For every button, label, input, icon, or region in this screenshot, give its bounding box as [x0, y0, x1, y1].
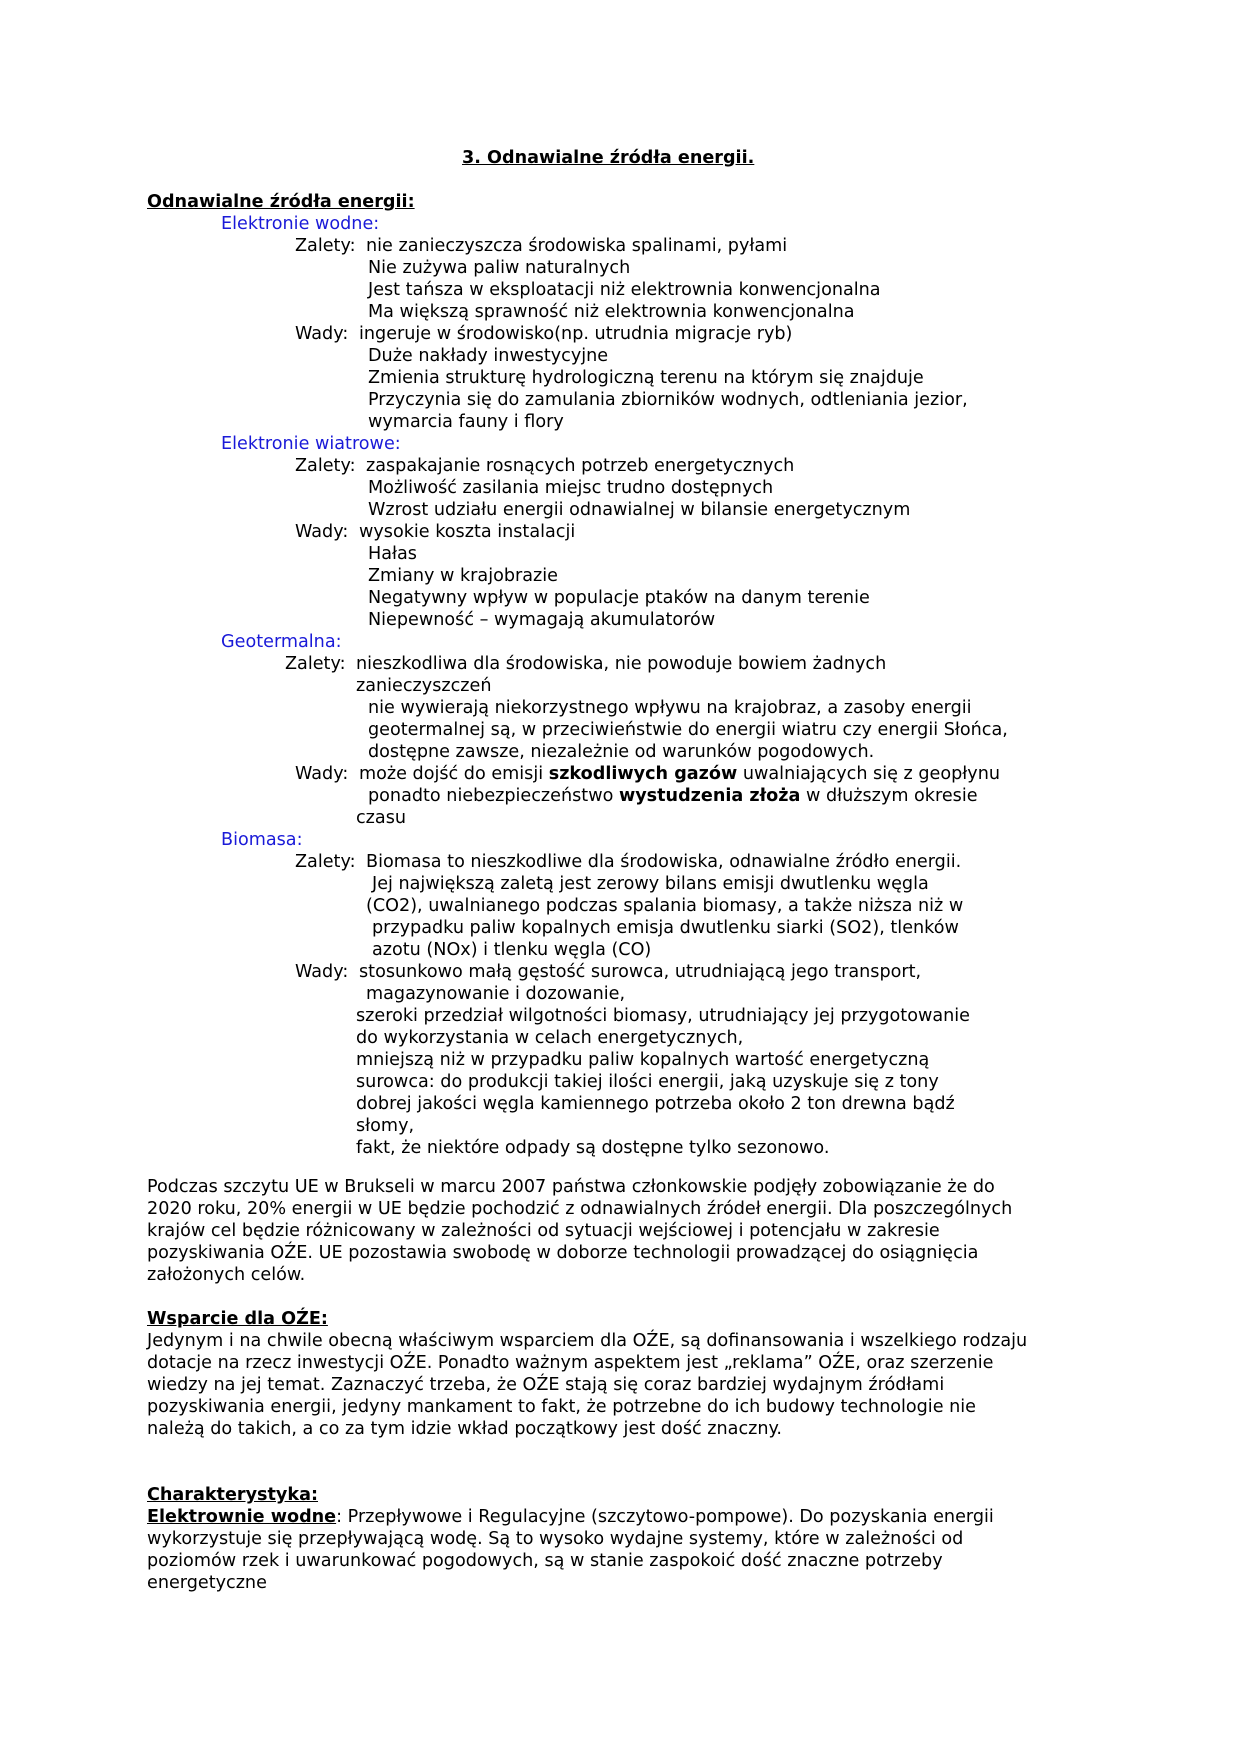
hydro-pro-item: nie zanieczyszcza środowiska spalinami, pyłami — [366, 236, 788, 256]
geo-con-text: ponadto niebezpieczeństwo — [368, 786, 619, 806]
bio-pro-item: Jej największą zaletą jest zerowy bilans emisji dwutlenku węgla — [372, 874, 929, 894]
characteristics-text: : Przepływowe i Regulacyjne (szczytowo-pompowe). Do pozyskania energii — [336, 1507, 994, 1527]
wind-con-item: Zmiany w krajobrazie — [368, 566, 558, 586]
geo-con-emphasis: szkodliwych gazów — [548, 764, 738, 784]
paragraph-eu-line: pozyskiwania OŹE. UE pozostawia swobodę w doborze technologii prowadzącej do osiągnięcia — [147, 1243, 979, 1263]
paragraph-eu-line: 2020 roku, 20% energii w UE będzie pochodzić z odnawialnych źródeł energii. Dla poszczególnych — [147, 1199, 1013, 1219]
support-line: należą do takich, a co za tym idzie wkład początkowy jest dość znaczny. — [147, 1419, 783, 1439]
section-heading-renewables: Odnawialne źródła energii: — [147, 192, 415, 212]
geo-con-item: czasu — [356, 808, 407, 828]
geo-pro-item: nieszkodliwa dla środowiska, nie powoduje bowiem żadnych — [356, 654, 887, 674]
subsection-title-wind: Elektronie wiatrowe: — [221, 434, 401, 454]
wind-con-item: Negatywny wpływ w populacje ptaków na danym terenie — [368, 588, 870, 608]
hydro-con-item: wymarcia fauny i flory — [368, 412, 564, 432]
bio-con-item: fakt, że niektóre odpady są dostępne tylko sezonowo. — [356, 1138, 830, 1158]
support-line: dotacje na rzecz inwestycji OŹE. Ponadto ważnym aspektem jest „reklama” OŹE, oraz szerzenie — [147, 1353, 994, 1373]
bio-pro-item: azotu (NOx) i tlenku węgla (CO) — [372, 940, 652, 960]
bio-con-item: stosunkowo małą gęstość surowca, utrudniającą jego transport, — [359, 962, 922, 982]
hydro-cons-label: Wady: — [295, 324, 349, 344]
bio-con-item: magazynowanie i dozowanie, — [366, 984, 626, 1004]
bio-con-item: mniejszą niż w przypadku paliw kopalnych wartość energetyczną — [356, 1050, 930, 1070]
bio-con-item: dobrej jakości węgla kamiennego potrzeba około 2 ton drewna bądź — [356, 1094, 955, 1114]
subsection-title-biomass: Biomasa: — [221, 830, 303, 850]
support-line: Jedynym i na chwile obecną właściwym wsparciem dla OŹE, są dofinansowania i wszelkiego rodzaju — [147, 1331, 1028, 1351]
geo-cons-label: Wady: — [295, 764, 349, 784]
geo-pros-label: Zalety: — [285, 654, 346, 674]
geo-con-item — [359, 763, 1000, 785]
bio-cons-label: Wady: — [295, 962, 349, 982]
section-heading-characteristics: Charakterystyka: — [147, 1485, 319, 1505]
geo-con-text: w dłuższym okresie — [800, 786, 978, 806]
bio-con-item: słomy, — [356, 1116, 415, 1136]
wind-pro-item: Możliwość zasilania miejsc trudno dostępnych — [368, 478, 774, 498]
hydro-pro-item: Ma większą sprawność niż elektrownia konwencjonalna — [368, 302, 855, 322]
hydro-pro-item: Nie zużywa paliw naturalnych — [368, 258, 631, 278]
page-title: 3. Odnawialne źródła energii. — [462, 148, 755, 168]
geo-pro-item: dostępne zawsze, niezależnie od warunków pogodowych. — [368, 742, 875, 762]
wind-pro-item: zaspakajanie rosnących potrzeb energetycznych — [366, 456, 795, 476]
section-heading-support: Wsparcie dla OŹE: — [147, 1309, 328, 1329]
hydro-con-item: Przyczynia się do zamulania zbiorników wodnych, odtleniania jezior, — [368, 390, 968, 410]
wind-con-item: Hałas — [368, 544, 417, 564]
hydro-pro-item: Jest tańsza w eksploatacji niż elektrownia konwencjonalna — [368, 280, 881, 300]
geo-con-emphasis: wystudzenia złoża — [618, 786, 801, 806]
hydro-con-item: Duże nakłady inwestycyjne — [368, 346, 609, 366]
subsection-title-hydro: Elektronie wodne: — [221, 214, 380, 234]
bio-pro-item: przypadku paliw kopalnych emisja dwutlenku siarki (SO2), tlenków — [372, 918, 959, 938]
bio-pro-item: Biomasa to nieszkodliwe dla środowiska, odnawialne źródło energii. — [366, 852, 962, 872]
bio-pros-label: Zalety: — [295, 852, 356, 872]
bio-con-item: do wykorzystania w celach energetycznych, — [356, 1028, 744, 1048]
characteristics-line — [147, 1506, 994, 1528]
characteristics-term: Elektrownie wodne — [147, 1507, 337, 1527]
paragraph-eu-line: Podczas szczytu UE w Brukseli w marcu 2007 państwa członkowskie podjęły zobowiązanie że do — [147, 1177, 995, 1197]
wind-cons-label: Wady: — [295, 522, 349, 542]
characteristics-line: poziomów rzek i uwarunkować pogodowych, są w stanie zaspokoić dość znaczne potrzeby — [147, 1551, 943, 1571]
wind-con-item: wysokie koszta instalacji — [359, 522, 576, 542]
bio-con-item: szeroki przedział wilgotności biomasy, utrudniający jej przygotowanie — [356, 1006, 971, 1026]
bio-pro-item: (CO2), uwalnianego podczas spalania biomasy, a także niższa niż w — [366, 896, 964, 916]
paragraph-eu-line: krajów cel będzie różnicowany w zależności od sytuacji wejściowej i potencjału w zakresie — [147, 1221, 940, 1241]
geo-con-item — [368, 785, 978, 807]
wind-pro-item: Wzrost udziału energii odnawialnej w bilansie energetycznym — [368, 500, 911, 520]
characteristics-line: energetyczne — [147, 1573, 267, 1593]
wind-pros-label: Zalety: — [295, 456, 356, 476]
geo-con-text: może dojść do emisji — [359, 764, 549, 784]
geo-pro-item: nie wywierają niekorzystnego wpływu na krajobraz, a zasoby energii — [368, 698, 972, 718]
bio-con-item: surowca: do produkcji takiej ilości energii, jaką uzyskuje się z tony — [356, 1072, 939, 1092]
characteristics-line: wykorzystuje się przepływającą wodę. Są to wysoko wydajne systemy, które w zależności od — [147, 1529, 964, 1549]
subsection-title-geothermal: Geotermalna: — [221, 632, 342, 652]
geo-pro-item: geotermalnej są, w przeciwieństwie do energii wiatru czy energii Słońca, — [368, 720, 1008, 740]
hydro-pros-label: Zalety: — [295, 236, 356, 256]
geo-con-text: uwalniających się z geopłynu — [737, 764, 1000, 784]
wind-con-item: Niepewność – wymagają akumulatorów — [368, 610, 716, 630]
support-line: pozyskiwania energii, jedyny mankament to fakt, że potrzebne do ich budowy technologie nie — [147, 1397, 976, 1417]
support-line: wiedzy na jej temat. Zaznaczyć trzeba, że OŹE stają się coraz bardziej wydajnym źródłami — [147, 1375, 945, 1395]
hydro-con-item: ingeruje w środowisko(np. utrudnia migracje ryb) — [359, 324, 793, 344]
geo-pro-item: zanieczyszczeń — [356, 676, 492, 696]
paragraph-eu-line: założonych celów. — [147, 1265, 306, 1285]
hydro-con-item: Zmienia strukturę hydrologiczną terenu na którym się znajduje — [368, 368, 924, 388]
